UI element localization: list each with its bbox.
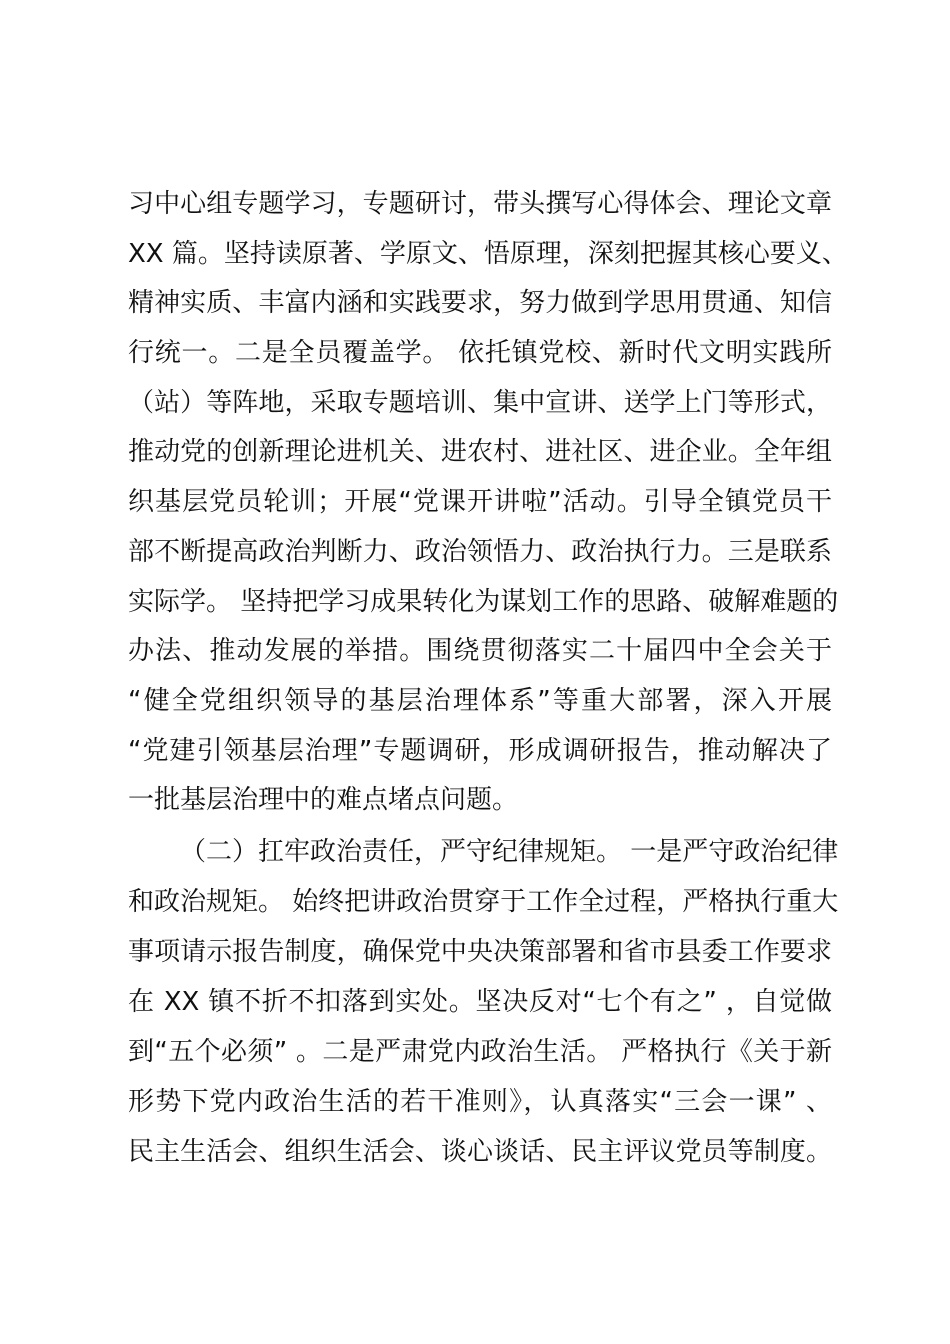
- text-line: 民主生活会、组织生活会、谈心谈话、民主评议党员等制度。: [128, 1137, 832, 1167]
- text-line: 办法、推动发展的举措。围绕贯彻落实二十届四中全会关于: [128, 636, 832, 667]
- text-line: 和政治规矩。 始终把讲政治贯穿于工作全过程，严格执行重大: [128, 887, 839, 917]
- text-line: 精神实质、丰富内涵和实践要求，努力做到学思用贯通、知信: [128, 288, 832, 319]
- text-line: 实际学。 坚持把学习成果转化为谋划工作的思路、破解难题的: [128, 586, 839, 617]
- text-line: 推动党的创新理论进机关、进农村、进社区、进企业。全年组: [128, 437, 832, 468]
- text-line: 织基层党员轮训；开展“党课开讲啦”活动。引导全镇党员干: [128, 487, 832, 518]
- paragraph-political-responsibility: [128, 827, 839, 1177]
- text-line: XX 篇。坚持读原著、学原文、悟原理，深刻把握其核心要义、: [128, 238, 848, 269]
- text-line: 形势下党内政治生活的若干准则》，认真落实“三会一课” 、: [128, 1087, 832, 1117]
- text-line: （站）等阵地，采取专题培训、集中宣讲、送学上门等形式，: [128, 387, 832, 418]
- text-line: （二）扛牢政治责任，严守纪律规矩。 一是严守政治纪律: [180, 837, 839, 867]
- text-line: 一批基层治理中的难点堵点问题。: [128, 785, 519, 816]
- text-line: 习中心组专题学习，专题研讨，带头撰写心得体会、理论文章: [128, 189, 832, 219]
- text-line: “党建引领基层治理”专题调研，形成调研报告，推动解决了: [128, 735, 832, 766]
- text-line: 在 XX 镇不折不扣落到实处。坚决反对“七个有之” ，自觉做: [128, 987, 832, 1017]
- text-line: 事项请示报告制度，确保党中央决策部署和省市县委工作要求: [128, 937, 832, 967]
- text-line: 行统一。二是全员覆盖学。 依托镇党校、新时代文明实践所: [128, 338, 832, 369]
- paragraph-study: [128, 180, 848, 826]
- text-line: 到“五个必须” 。二是严肃党内政治生活。 严格执行《关于新: [128, 1037, 832, 1067]
- text-line: “健全党组织领导的基层治理体系”等重大部署，深入开展: [128, 685, 832, 716]
- text-line: 部不断提高政治判断力、政治领悟力、政治执行力。三是联系: [128, 536, 832, 567]
